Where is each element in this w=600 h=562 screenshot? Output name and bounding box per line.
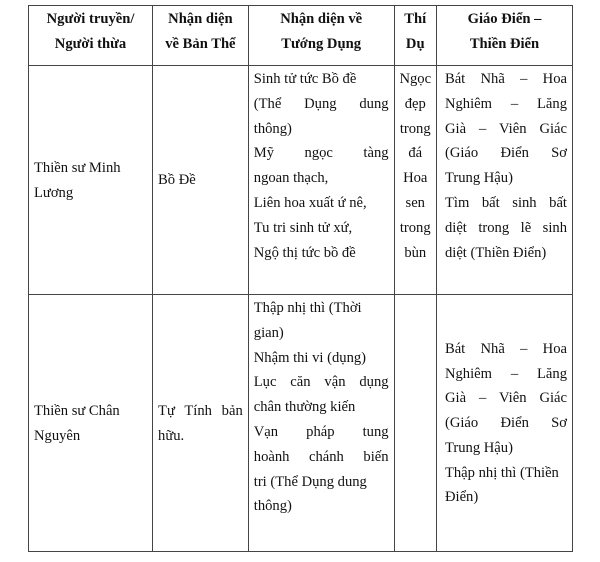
- header-example-line2: Dụ: [405, 35, 425, 52]
- row2-scripture-line: Thập nhị thì (Thiền: [444, 464, 559, 481]
- row1-function-line: (Thể Dụng dung: [253, 95, 389, 112]
- header-transmitter: [29, 6, 153, 66]
- row2-scripture-line: Bát Nhã – Hoa: [444, 340, 567, 357]
- row2-function-line: Vạn pháp tung: [253, 423, 389, 440]
- row1-example-line: trong: [399, 120, 431, 137]
- header-scripture-line2: Thiền Điển: [469, 35, 540, 52]
- row1-example-line: Ngọc: [399, 71, 432, 87]
- row1-scripture-line: Trung Hậu): [444, 170, 513, 187]
- row2-function-line: Lục căn vận dụng: [253, 374, 389, 391]
- row2-function-line: gian): [253, 324, 284, 341]
- row2-essence-line: Tự Tính bản: [158, 402, 243, 419]
- header-transmitter-line1: Người truyền/: [46, 11, 135, 27]
- row1-scripture-line: (Giáo Điển Sơ: [444, 145, 567, 162]
- header-essence-line2: về Bản Thể: [165, 35, 236, 52]
- row1-scripture-line: diệt (Thiền Điển): [444, 244, 547, 261]
- table-row: [29, 66, 573, 295]
- row1-scripture-line: Nghiêm – Lăng: [444, 95, 567, 112]
- row2-function-cell: [248, 295, 394, 552]
- header-scripture-line1: Giáo Điển –: [467, 11, 542, 27]
- header-essence-line1: Nhận diện: [168, 11, 233, 27]
- row2-function-line: tri (Thể Dụng dung: [253, 473, 367, 490]
- row1-example-cell: [394, 66, 436, 295]
- header-transmitter-line2: Người thừa: [54, 35, 127, 52]
- header-example-line1: Thí: [404, 11, 427, 27]
- row1-function-line: Tu tri sinh tử xứ,: [253, 219, 353, 236]
- row1-function-line: ngoan thạch,: [253, 170, 329, 187]
- row1-function-line: thông): [253, 120, 292, 137]
- header-row: [29, 6, 573, 66]
- row2-scripture-line: Trung Hậu): [444, 439, 513, 456]
- row1-scripture-line: diệt trong lẽ sinh: [444, 219, 567, 236]
- row2-essence-line: hữu.: [158, 427, 185, 444]
- table-container: [28, 5, 573, 552]
- header-scripture: [436, 6, 572, 66]
- row1-function-line: Sinh tử tức Bồ đề: [253, 71, 357, 87]
- row1-scripture-line: Già – Viên Giác: [444, 120, 567, 137]
- row2-scripture-line: (Giáo Điển Sơ: [444, 415, 567, 432]
- row2-essence-cell: [153, 295, 249, 552]
- row1-example-line: sen: [405, 194, 425, 211]
- row2-scripture-line: Già – Viên Giác: [444, 390, 567, 407]
- header-function-line1: Nhận diện về: [280, 11, 363, 27]
- row1-function-cell: [248, 66, 394, 295]
- row1-scripture-line: Tìm bất sinh bất: [444, 194, 567, 211]
- row2-function-line: hoành chánh biến: [253, 448, 389, 465]
- row1-name-line: Lương: [34, 184, 74, 201]
- row1-example-line: đá: [408, 145, 423, 162]
- comparison-table: [28, 5, 573, 552]
- row2-function-line: chân thường kiến: [253, 399, 356, 416]
- row2-function-line: thông): [253, 498, 292, 515]
- row2-name-line: Nguyên: [34, 427, 81, 444]
- header-function-line2: Tướng Dụng: [281, 35, 361, 52]
- row1-example-line: đẹp: [404, 95, 426, 112]
- row1-name-cell: [29, 66, 153, 295]
- row1-example-line: bùn: [404, 244, 427, 261]
- row2-scripture-line: Điển): [444, 489, 479, 506]
- row2-example-cell: [394, 295, 436, 552]
- row2-name-line: Thiền sư Chân: [34, 402, 120, 419]
- row1-function-line: Ngộ thị tức bồ đề: [253, 244, 356, 261]
- row1-function-line: Mỹ ngọc tàng: [253, 145, 389, 162]
- row1-function-line: Liên hoa xuất ứ nê,: [253, 194, 367, 211]
- row2-scripture-line: Nghiêm – Lăng: [444, 365, 567, 382]
- row2-name-cell: [29, 295, 153, 552]
- row1-example-line: trong: [399, 219, 431, 236]
- row1-scripture-cell: [436, 66, 572, 295]
- row1-name-line: Thiền sư Minh: [34, 159, 121, 176]
- row2-function-line: Nhậm thi vi (dụng): [253, 349, 367, 366]
- header-example: [394, 6, 436, 66]
- row1-essence-text: Bồ Đề: [158, 172, 196, 189]
- header-function: [248, 6, 394, 66]
- row1-example-line: Hoa: [403, 170, 428, 187]
- row2-function-line: Thập nhị thì (Thời: [253, 300, 362, 316]
- table-row: [29, 295, 573, 552]
- row2-scripture-cell: [436, 295, 572, 552]
- row1-essence-cell: [153, 66, 249, 295]
- header-essence: [153, 6, 249, 66]
- row1-scripture-line: Bát Nhã – Hoa: [444, 71, 567, 87]
